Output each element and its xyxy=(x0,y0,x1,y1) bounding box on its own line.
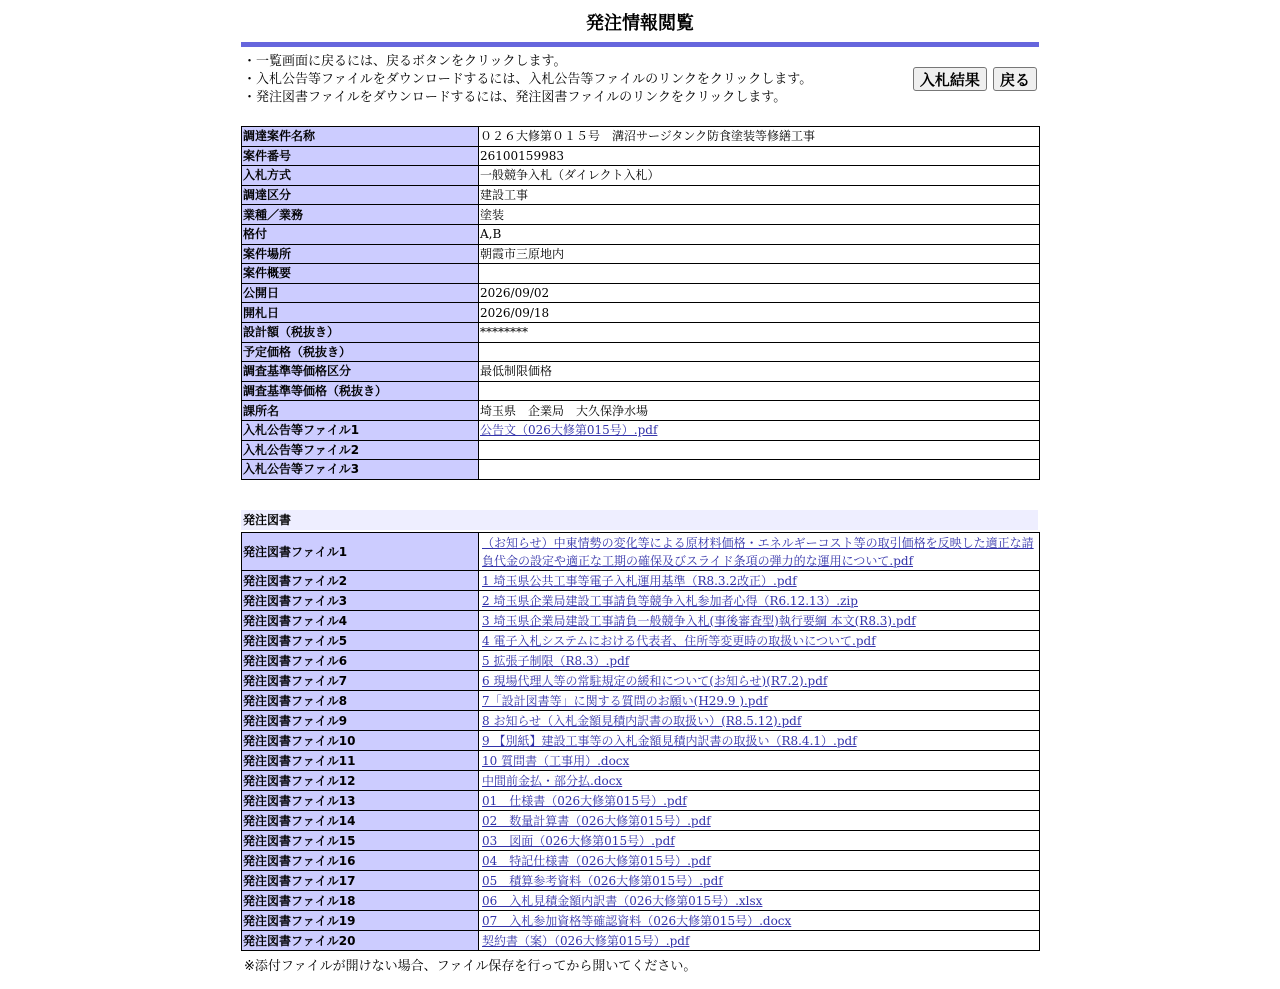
row-label: 発注図書ファイル16 xyxy=(242,851,479,871)
bid-result-button[interactable]: 入札結果 xyxy=(913,67,987,91)
row-value: 2026/09/18 xyxy=(479,303,1040,323)
table-row xyxy=(242,420,1040,440)
row-label: 発注図書ファイル3 xyxy=(242,591,479,611)
table-row xyxy=(242,931,1040,951)
row-label: 発注図書ファイル2 xyxy=(242,571,479,591)
row-value xyxy=(479,571,1040,591)
table-row xyxy=(242,127,1040,147)
row-label: 発注図書ファイル13 xyxy=(242,791,479,811)
row-value xyxy=(479,420,1040,440)
table-row xyxy=(242,691,1040,711)
table-row xyxy=(242,631,1040,651)
row-label: 予定価格（税抜き） xyxy=(242,342,479,362)
row-value: 一般競争入札（ダイレクト入札） xyxy=(479,166,1040,186)
row-value xyxy=(479,440,1040,460)
row-value: 26100159983 xyxy=(479,146,1040,166)
row-label: 発注図書ファイル20 xyxy=(242,931,479,951)
row-label: 入札公告等ファイル1 xyxy=(242,420,479,440)
file-link[interactable]: 02 数量計算書（026大修第015号）.pdf xyxy=(482,813,711,828)
file-link[interactable]: 中間前金払・部分払.docx xyxy=(482,773,623,788)
row-label: 調達区分 xyxy=(242,185,479,205)
file-link[interactable]: （お知らせ）中東情勢の変化等による原材料価格・エネルギーコスト等の取引価格を反映した適正な請負代金の設定や適正な工期の確保及びスライド条項の弾力的な運用について.pdf xyxy=(482,535,1034,568)
table-row xyxy=(242,751,1040,771)
table-row xyxy=(242,401,1040,421)
file-link[interactable]: 公告文（026大修第015号）.pdf xyxy=(480,423,658,438)
file-link[interactable]: 06 入札見積金額内訳書（026大修第015号）.xlsx xyxy=(482,893,763,908)
file-link[interactable]: 8 お知らせ（入札金額見積内訳書の取扱い）(R8.5.12).pdf xyxy=(482,713,802,728)
file-link[interactable]: 9 【別紙】建設工事等の入札金額見積内訳書の取扱い（R8.4.1）.pdf xyxy=(482,733,857,748)
row-value xyxy=(479,631,1040,651)
table-row xyxy=(242,711,1040,731)
row-label: 入札方式 xyxy=(242,166,479,186)
table-row xyxy=(242,322,1040,342)
file-link[interactable]: 2 埼玉県企業局建設工事請負等競争入札参加者心得（R6.12.13）.zip xyxy=(482,593,858,608)
row-value xyxy=(479,811,1040,831)
row-value xyxy=(479,651,1040,671)
row-label: 発注図書ファイル8 xyxy=(242,691,479,711)
file-link[interactable]: 1 埼玉県公共工事等電子入札運用基準（R8.3.2改正）.pdf xyxy=(482,573,797,588)
row-value xyxy=(479,831,1040,851)
table-row xyxy=(242,851,1040,871)
table-row xyxy=(242,440,1040,460)
table-row xyxy=(242,362,1040,382)
docs-section-heading: 発注図書 xyxy=(241,510,1038,530)
file-link[interactable]: 6 現場代理人等の常駐規定の緩和について(お知らせ)(R7.2).pdf xyxy=(482,673,828,688)
back-button[interactable]: 戻る xyxy=(993,67,1037,91)
row-value xyxy=(479,671,1040,691)
row-value xyxy=(479,931,1040,951)
table-row xyxy=(242,791,1040,811)
table-row xyxy=(242,811,1040,831)
row-value xyxy=(479,611,1040,631)
table-row xyxy=(242,571,1040,591)
instructions-area xyxy=(241,47,1039,127)
row-value xyxy=(479,711,1040,731)
table-row xyxy=(242,731,1040,751)
row-label: 発注図書ファイル12 xyxy=(242,771,479,791)
table-row xyxy=(242,381,1040,401)
row-value xyxy=(479,342,1040,362)
row-label: 発注図書ファイル14 xyxy=(242,811,479,831)
row-label: 発注図書ファイル18 xyxy=(242,891,479,911)
table-row xyxy=(242,185,1040,205)
row-label: 発注図書ファイル6 xyxy=(242,651,479,671)
row-value xyxy=(479,791,1040,811)
row-value xyxy=(479,533,1040,571)
file-link[interactable]: 4 電子入札システムにおける代表者、住所等変更時の取扱いについて.pdf xyxy=(482,633,876,648)
row-label: 調査基準等価格区分 xyxy=(242,362,479,382)
row-value: 2026/09/02 xyxy=(479,283,1040,303)
table-row xyxy=(242,533,1040,571)
button-group xyxy=(912,67,1037,91)
row-label: 発注図書ファイル10 xyxy=(242,731,479,751)
row-label: 入札公告等ファイル2 xyxy=(242,440,479,460)
row-label: 業種／業務 xyxy=(242,205,479,225)
file-link[interactable]: 01 仕様書（026大修第015号）.pdf xyxy=(482,793,687,808)
table-row xyxy=(242,283,1040,303)
table-row xyxy=(242,911,1040,931)
table-row xyxy=(242,205,1040,225)
table-row xyxy=(242,146,1040,166)
row-value xyxy=(479,591,1040,611)
instruction-list xyxy=(243,53,812,107)
file-link[interactable]: 5 拡張子制限（R8.3）.pdf xyxy=(482,653,630,668)
instruction-item: ・一覧画面に戻るには、戻るボタンをクリックします。 xyxy=(243,54,567,69)
row-value: ******** xyxy=(479,322,1040,342)
row-label: 開札日 xyxy=(242,303,479,323)
row-value xyxy=(479,771,1040,791)
file-link[interactable]: 3 埼玉県企業局建設工事請負一般競争入札(事後審査型)執行要綱 本文(R8.3).pdf xyxy=(482,613,916,628)
row-value: 最低制限価格 xyxy=(479,362,1040,382)
table-row xyxy=(242,671,1040,691)
row-label: 案件番号 xyxy=(242,146,479,166)
row-label: 発注図書ファイル19 xyxy=(242,911,479,931)
row-value xyxy=(479,851,1040,871)
row-value xyxy=(479,871,1040,891)
row-value: 建設工事 xyxy=(479,185,1040,205)
file-link[interactable]: 03 図面（026大修第015号）.pdf xyxy=(482,833,675,848)
row-label: 案件場所 xyxy=(242,244,479,264)
row-value: ０２６大修第０１５号 溝沼サージタンク防食塗装等修繕工事 xyxy=(479,127,1040,147)
instruction-item: ・入札公告等ファイルをダウンロードするには、入札公告等ファイルのリンクをクリックします。 xyxy=(243,72,813,87)
row-label: 発注図書ファイル5 xyxy=(242,631,479,651)
page-title: 発注情報閲覧 xyxy=(586,13,694,34)
row-value xyxy=(479,264,1040,284)
row-label: 発注図書ファイル15 xyxy=(242,831,479,851)
row-value: 埼玉県 企業局 大久保浄水場 xyxy=(479,401,1040,421)
table-row xyxy=(242,591,1040,611)
table-row xyxy=(242,831,1040,851)
table-row xyxy=(242,303,1040,323)
row-label: 発注図書ファイル17 xyxy=(242,871,479,891)
file-link[interactable]: 05 積算参考資料（026大修第015号）.pdf xyxy=(482,873,723,888)
instruction-item: ・発注図書ファイルをダウンロードするには、発注図書ファイルのリンクをクリックします。 xyxy=(243,90,787,105)
row-label: 調達案件名称 xyxy=(242,127,479,147)
attachment-note: ※添付ファイルが開けない場合、ファイル保存を行ってから開いてください。 xyxy=(244,959,697,974)
table-row xyxy=(242,891,1040,911)
table-row xyxy=(242,651,1040,671)
row-label: 発注図書ファイル9 xyxy=(242,711,479,731)
row-value xyxy=(479,691,1040,711)
table-row xyxy=(242,871,1040,891)
row-label: 課所名 xyxy=(242,401,479,421)
table-row xyxy=(242,264,1040,284)
table-row xyxy=(242,771,1040,791)
table-row xyxy=(242,224,1040,244)
row-value xyxy=(479,911,1040,931)
row-value xyxy=(479,731,1040,751)
file-link[interactable]: 7「設計図書等」に関する質問のお願い(H29.9 ).pdf xyxy=(482,693,768,708)
file-link[interactable]: 10 質問書（工事用）.docx xyxy=(482,753,630,768)
row-label: 案件概要 xyxy=(242,264,479,284)
row-value: A,B xyxy=(479,224,1040,244)
table-row xyxy=(242,166,1040,186)
row-label: 発注図書ファイル7 xyxy=(242,671,479,691)
file-link[interactable]: 04 特記仕様書（026大修第015号）.pdf xyxy=(482,853,711,868)
row-label: 格付 xyxy=(242,224,479,244)
row-label: 調査基準等価格（税抜き） xyxy=(242,381,479,401)
table-row xyxy=(242,460,1040,480)
row-value: 朝霞市三原地内 xyxy=(479,244,1040,264)
order-documents-table xyxy=(241,532,1040,951)
row-label: 入札公告等ファイル3 xyxy=(242,460,479,480)
row-label: 公開日 xyxy=(242,283,479,303)
row-value xyxy=(479,751,1040,771)
table-row xyxy=(242,244,1040,264)
row-value xyxy=(479,381,1040,401)
row-value: 塗装 xyxy=(479,205,1040,225)
row-value xyxy=(479,460,1040,480)
row-value xyxy=(479,891,1040,911)
file-link[interactable]: 契約書（案）（026大修第015号）.pdf xyxy=(482,933,690,948)
table-row xyxy=(242,611,1040,631)
row-label: 発注図書ファイル4 xyxy=(242,611,479,631)
row-label: 発注図書ファイル1 xyxy=(242,533,479,571)
row-label: 設計額（税抜き） xyxy=(242,322,479,342)
procurement-info-table xyxy=(241,126,1040,480)
row-label: 発注図書ファイル11 xyxy=(242,751,479,771)
table-row xyxy=(242,342,1040,362)
file-link[interactable]: 07 入札参加資格等確認資料（026大修第015号）.docx xyxy=(482,913,792,928)
